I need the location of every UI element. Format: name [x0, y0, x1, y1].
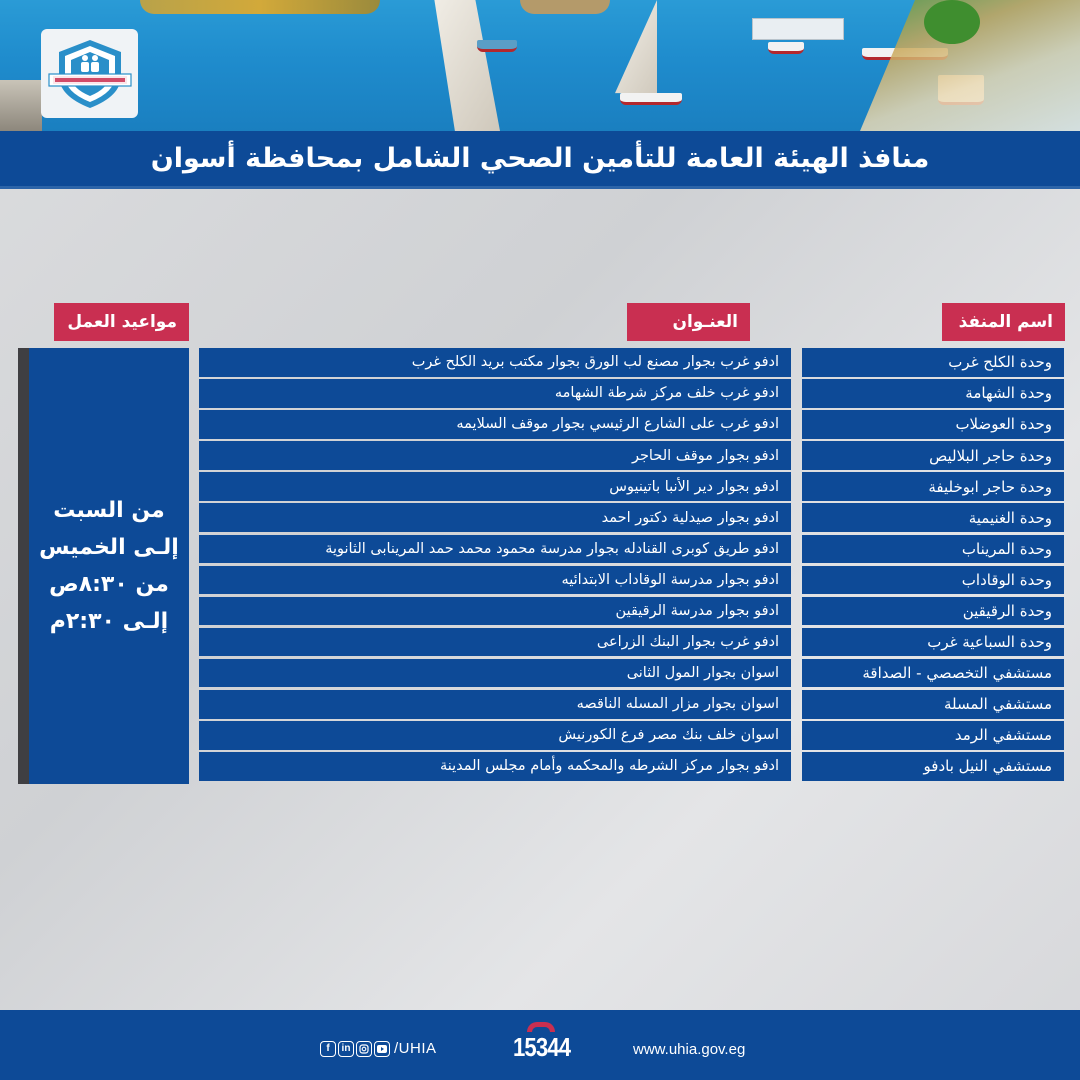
website-link[interactable]: www.uhia.gov.eg: [633, 1041, 746, 1058]
facebook-icon[interactable]: f: [320, 1041, 336, 1057]
footer: [0, 1010, 1080, 1080]
shield-logo-icon: [47, 36, 133, 112]
outlet-name-cell: وحدة الشهامة: [802, 379, 1064, 408]
outlet-name-cell: وحدة المريناب: [802, 535, 1064, 564]
address-cell: ادفو غرب بجوار مصنع لب الورق بجوار مكتب بريد الكلح غرب: [199, 348, 791, 377]
tree-decoration: [924, 0, 980, 44]
phone-icon: [527, 1022, 555, 1032]
boat-icon: [768, 42, 804, 54]
outlet-name-cell: وحدة حاجر ابوخليفة: [802, 472, 1064, 501]
address-cell: ادفو غرب على الشارع الرئيسي بجوار موقف السلايمه: [199, 410, 791, 439]
address-cell: ادفو غرب بجوار البنك الزراعى: [199, 628, 791, 657]
outlet-name-column: [802, 348, 1064, 783]
outlet-name-cell: وحدة الوقاداب: [802, 566, 1064, 595]
uhia-logo: [41, 29, 138, 118]
address-cell: اسوان بجوار مزار المسله الناقصه: [199, 690, 791, 719]
working-hours-text: [39, 492, 179, 640]
hours-time-to: إلـى ٢:٣٠م: [49, 609, 169, 634]
pier-decoration: [0, 80, 42, 131]
column-header-working-hours: مواعيد العمل: [54, 303, 189, 341]
instagram-icon[interactable]: [356, 1041, 372, 1057]
hotline: [508, 1022, 574, 1062]
felucca-sail-icon: [418, 0, 500, 131]
address-cell: اسوان خلف بنك مصر فرع الكورنيش: [199, 721, 791, 750]
address-cell: ادفو غرب خلف مركز شرطة الشهامه: [199, 379, 791, 408]
outlet-name-cell: مستشفي النيل بادفو: [802, 752, 1064, 781]
social-handle[interactable]: /UHIA: [394, 1040, 437, 1057]
felucca-sail-icon: [615, 0, 657, 98]
column-header-outlet-name: اسم المنفذ: [942, 303, 1065, 341]
address-cell: ادفو بجوار دير الأنبا باتينيوس: [199, 472, 791, 501]
address-cell: ادفو بجوار موقف الحاجر: [199, 441, 791, 470]
address-cell: ادفو بجوار مركز الشرطه والمحكمه وأمام مجلس المدينة: [199, 752, 791, 781]
title-bar: [0, 131, 1080, 189]
outlet-name-cell: وحدة الغنيمية: [802, 503, 1064, 532]
outlet-name-cell: مستشفي التخصصي - الصداقة: [802, 659, 1064, 688]
hours-days-from: من السبت: [53, 498, 165, 523]
linkedin-icon[interactable]: in: [338, 1041, 354, 1057]
dock-decoration: [752, 18, 844, 40]
hours-days-to: إلـى الخميس: [39, 535, 179, 560]
outlet-name-cell: وحدة الكلح غرب: [802, 348, 1064, 377]
address-cell: ادفو طريق كوبرى القنادله بجوار مدرسة محمود محمد حمد المرينابى الثانوية: [199, 535, 791, 564]
working-hours-box: [18, 348, 189, 784]
page-title: منافذ الهيئة العامة للتأمين الصحي الشامل بمحافظة أسوان: [150, 143, 930, 174]
rock-decoration: [520, 0, 610, 14]
hero-photo-aswan-nile: [0, 0, 1080, 131]
island-decoration: [140, 0, 380, 14]
outlet-name-cell: وحدة حاجر البلاليص: [802, 441, 1064, 470]
boat-icon: [620, 93, 682, 105]
address-cell: ادفو بجوار مدرسة الوقاداب الابتدائيه: [199, 566, 791, 595]
outlet-name-cell: وحدة السباعية غرب: [802, 628, 1064, 657]
address-cell: ادفو بجوار صيدلية دكتور احمد: [199, 503, 791, 532]
address-cell: ادفو بجوار مدرسة الرقيقين: [199, 597, 791, 626]
hotline-number[interactable]: 15344: [512, 1032, 571, 1062]
column-header-address: العنـوان: [627, 303, 750, 341]
outlet-name-cell: مستشفي الرمد: [802, 721, 1064, 750]
social-links: [320, 1040, 437, 1057]
address-column: [199, 348, 791, 783]
outlet-name-cell: وحدة الرقيقين: [802, 597, 1064, 626]
address-cell: اسوان بجوار المول الثانى: [199, 659, 791, 688]
boat-icon: [477, 40, 517, 52]
outlet-name-cell: وحدة العوضلاب: [802, 410, 1064, 439]
youtube-icon[interactable]: [374, 1041, 390, 1057]
hours-time-from: من ٨:٣٠ص: [49, 572, 169, 597]
outlet-name-cell: مستشفي المسلة: [802, 690, 1064, 719]
